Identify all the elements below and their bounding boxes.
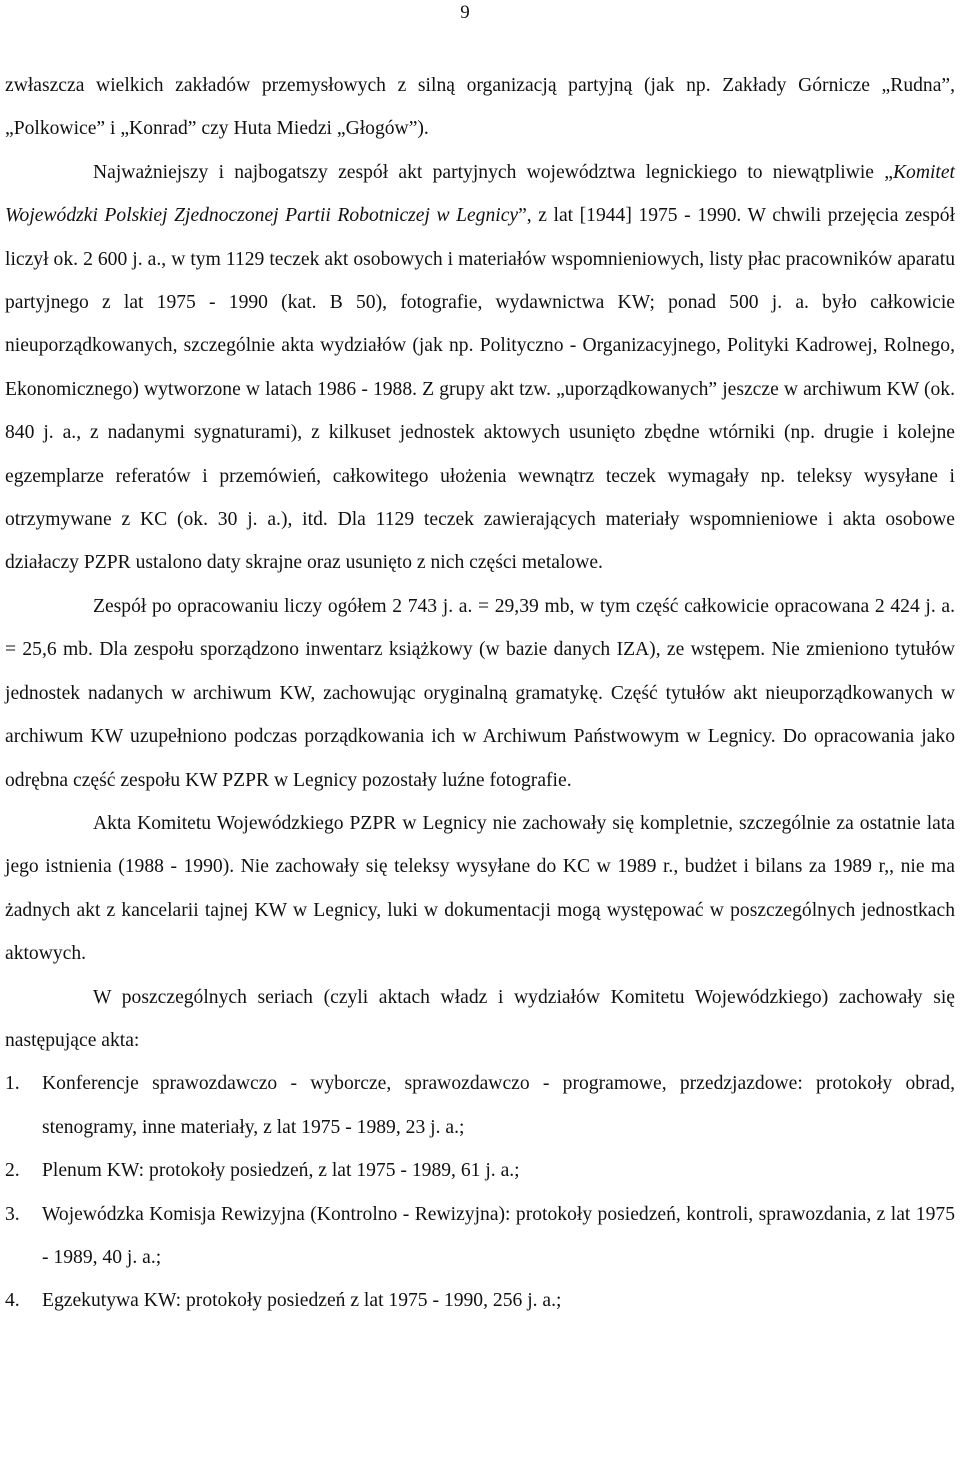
page-number: 9 [460,2,470,23]
list-item [5,1149,955,1192]
list-item-number: 4. [5,1290,20,1312]
list-item-text: Wojewódzka Komisja Rewizyjna (Kontrolno - Rewizyjna): protokoły posiedzeń, kontroli, sprawozdania, z lat 1975 - 1989, 40 j. a.; [42,1203,955,1268]
paragraph-fond-size: Zespół po opracowaniu liczy ogółem 2 743 j. a. = 29,39 mb, w tym część całkowicie opracowana 2 424 j. a. = 25,6 mb. Dla zespołu sporządzono inwentarz książkowy (w bazie danych IZA), ze wstępem. Nie zmieniono tytułów jednostek nadanych w archiwum KW, zachowując oryginalną gramatykę. Część tytułów akt nieuporządkowanych w archiwum KW uzupełniono podczas porządkowania ich w Archiwum Państwowym w Legnicy. Do opracowania jako odrębna część zespołu KW PZPR w Legnicy pozostały luźne fotografie. [5,595,955,791]
series-list [5,1062,955,1322]
list-item-text: Plenum KW: protokoły posiedzeń, z lat 1975 - 1989, 61 j. a.; [42,1160,520,1182]
paragraph-text: Najważniejszy i najbogatszy zespół akt partyjnych województwa legnickiego to niewątpliwie „ [93,161,893,183]
fond-name-italic: Komitet Wojewódzki Polskiej Zjednoczonej Partii Robotniczej w Legnicy [5,161,955,227]
paragraph-text: zwłaszcza wielkich zakładów przemysłowych z silną organizacją partyjną (jak np. Zakłady Górnicze „Rudna”, „Polkowice” i „Konrad” czy Huta Miedzi „Głogów”). [5,75,955,140]
list-item-number: 3. [5,1203,20,1225]
paragraph-gaps: Akta Komitetu Wojewódzkiego PZPR w Legnicy nie zachowały się kompletnie, szczególnie za ostatnie lata jego istnienia (1988 - 1990). Nie zachowały się teleksy wysyłane do KC w 1989 r., budżet i bilans za 1989 r,, nie ma żadnych akt z kancelarii tajnej KW w Legnicy, luki w dokumentacji mogą występować w poszczególnych jednostkach aktowych. [5,812,955,965]
list-item [5,1279,955,1322]
list-item-text: Egzekutywa KW: protokoły posiedzeń z lat 1975 - 1990, 256 j. a.; [42,1290,562,1312]
document-body [5,64,955,1323]
paragraph-series-intro: W poszczególnych seriach (czyli aktach władz i wydziałów Komitetu Wojewódzkiego) zachowały się następujące akta: [5,986,955,1051]
list-item [5,1062,955,1149]
paragraph-text: ”, z lat [1944] 1975 - 1990. W chwili przejęcia zespół liczył ok. 2 600 j. a., w tym 1129 teczek akt osobowych i materiałów wspomnieniowych, listy płac pracowników aparatu partyjnego z lat 1975 - 1990 (kat. B 50), fotografie, wydawnictwa KW; ponad 500 j. a. było całkowicie nieuporządkowanych, szczególnie akta wydziałów (jak np. Polityczno - Organizacyjnego, Polityki Kadrowej, Rolnego, Ekonomicznego) wytworzone w latach 1986 - 1988. Z grupy akt tzw. „uporządkowanych” jeszcze w archiwum KW (ok. 840 j. a., z nadanymi sygnaturami), z kilkuset jednostek aktowych usunięto zbędne wtórniki (np. drugie i kolejne egzemplarze referatów i przemówień, całkowitego ułożenia wewnątrz teczek wymagały np. teleksy wysyłane i otrzymywane z KC (ok. 30 j. a.), itd. Dla 1129 teczek zawierających materiały wspomnieniowe i akta osobowe działaczy PZPR ustalono daty skrajne oraz usunięto z nich części metalowe. [5,205,956,574]
list-item-number: 2. [5,1160,20,1182]
paragraph-intro-continuation [5,64,955,151]
list-item [5,1193,955,1280]
paragraph-fond-description [5,151,955,585]
list-item-number: 1. [5,1073,20,1095]
list-item-text: Konferencje sprawozdawczo - wyborcze, sprawozdawczo - programowe, przedzjazdowe: protokoły obrad, stenogramy, inne materiały, z lat 1975 - 1989, 23 j. a.; [42,1073,955,1138]
